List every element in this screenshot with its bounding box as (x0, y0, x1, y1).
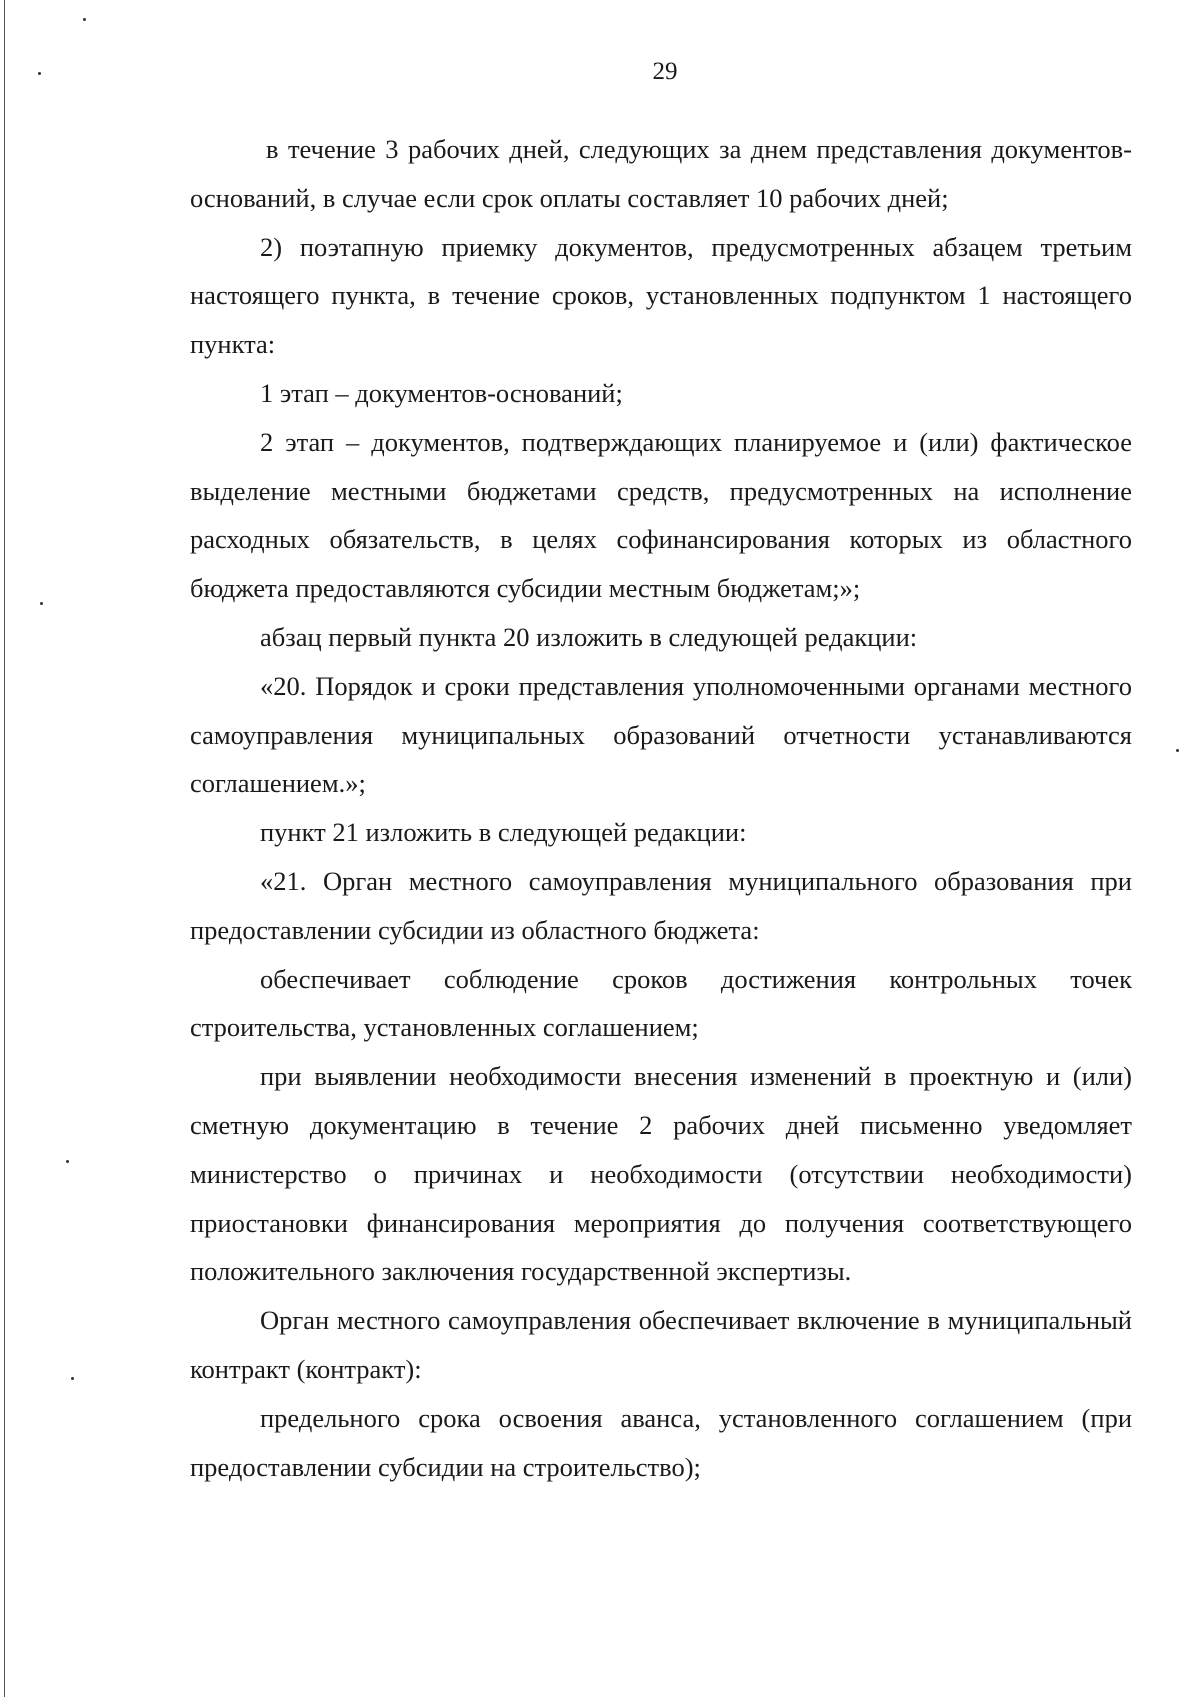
paragraph: Орган местного самоуправления обеспечивает включение в муниципальный контракт (контракт): (190, 1305, 1132, 1384)
scan-speck (40, 602, 43, 605)
page-number: 29 (652, 58, 678, 85)
scan-edge-line (4, 0, 5, 1697)
paragraph: обеспечивает соблюдение сроков достижения контрольных точек строительства, установленных соглашением; (190, 963, 1132, 1043)
scan-speck (66, 1160, 69, 1163)
scan-speck (1176, 749, 1179, 752)
paragraph: 1 этап – документов-оснований; (260, 377, 623, 408)
paragraph: при выявлении необходимости внесения изменений в проектную и (или) сметную документацию в течение 2 рабочих дней письменно уведомляет министерство о причинах и необходимости (отсутствии необходимости) приостановки финансирования мероприятия до получения соответствующего положительного заключения государственной экспертизы. (190, 1061, 1132, 1287)
paragraph: абзац первый пункта 20 изложить в следующей редакции: (260, 621, 918, 652)
scan-speck (83, 18, 86, 21)
paragraph: в течение 3 рабочих дней, следующих за днем представления документов-оснований, в случае если срок оплаты составляет 10 рабочих дней; (190, 134, 1132, 213)
paragraph: «20. Порядок и сроки представления уполномоченными органами местного самоуправления муниципальных образований отчетности устанавливаются соглашением.»; (190, 670, 1132, 799)
paragraph: 2 этап – документов, подтверждающих планируемое и (или) фактическое выделение местными бюджетами средств, предусмотренных на исполнение расходных обязательств, в целях софинансирования которых из областного бюджета предоставляются субсидии местным бюджетам;»; (190, 426, 1132, 604)
paragraph: 2) поэтапную приемку документов, предусмотренных абзацем третьим настоящего пункта, в течение сроков, установленных подпунктом 1 настоящего пункта: (190, 231, 1132, 360)
paragraph: предельного срока освоения аванса, установленного соглашением (при предоставлении субсидии на строительство); (190, 1402, 1132, 1482)
paragraph: «21. Орган местного самоуправления муниципального образования при предоставлении субсидии из областного бюджета: (190, 865, 1132, 945)
paragraph: пункт 21 изложить в следующей редакции: (260, 817, 747, 848)
document-body (190, 125, 1132, 1491)
scan-speck (71, 1377, 74, 1380)
